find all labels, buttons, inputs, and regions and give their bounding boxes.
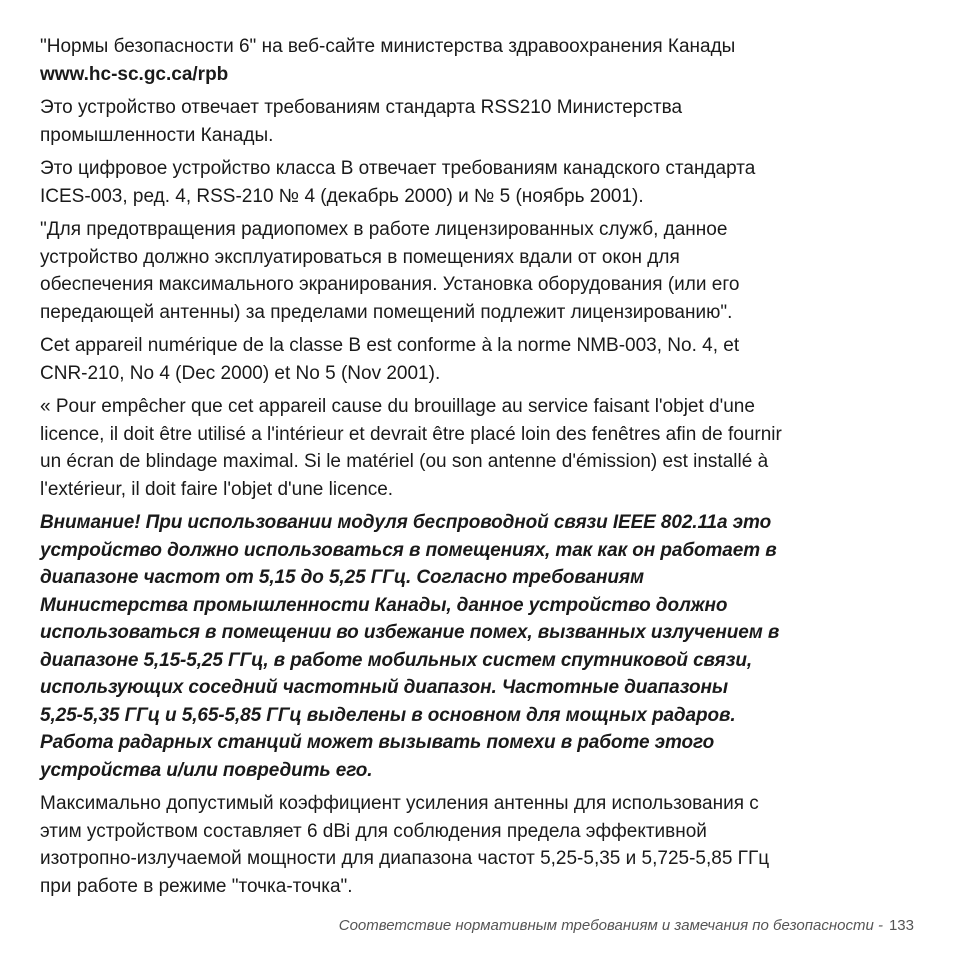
paragraph-ices003 — [40, 155, 920, 210]
text-line: обеспечения максимального экранирования. Установка оборудования (или его — [40, 274, 740, 295]
text-line: Это устройство отвечает требованиям стандарта RSS210 Министерства — [40, 97, 683, 118]
text-line: "Нормы безопасности 6" на веб-сайте министерства здравоохранения Канады — [40, 36, 736, 57]
paragraph-radio-interference-fr — [40, 393, 920, 503]
text-line: un écran de blindage maximal. Si le matériel (ou son antenne d'émission) est installé à — [40, 451, 769, 472]
paragraph-nmb003-fr — [40, 332, 920, 387]
text-line: "Для предотвращения радиопомех в работе лицензированных служб, данное — [40, 219, 728, 240]
paragraph-antenna-gain — [40, 790, 920, 900]
text-line: Это цифровое устройство класса B отвечает требованиям канадского стандарта — [40, 158, 756, 179]
page-number: 133 — [888, 917, 914, 934]
text-line: « Pour empêcher que cet appareil cause du brouillage au service faisant l'objet d'une — [40, 396, 755, 417]
warning-line: Министерства промышленности Канады, данное устройство должно — [40, 594, 728, 616]
paragraph-rss210 — [40, 94, 920, 149]
text-line: промышленности Канады. — [40, 124, 274, 146]
text-line: при работе в режиме "точка-точка". — [40, 875, 353, 897]
text-line: l'extérieur, il doit faire l'objet d'une licence. — [40, 478, 394, 500]
footer-section-title: Соответствие нормативным требованиям и замечания по безопасности - — [338, 917, 883, 934]
text-line: устройство должно эксплуатироваться в помещениях вдали от окон для — [40, 246, 680, 268]
warning-line: Работа радарных станций может вызывать помехи в работе этого — [40, 732, 715, 753]
warning-line: устройство должно использоваться в помещениях, так как он работает в — [40, 539, 777, 561]
text-line: изотропно-излучаемой мощности для диапазона частот 5,25-5,35 и 5,725-5,85 ГГц — [40, 848, 770, 869]
health-canada-url: www.hc-sc.gc.ca/rpb — [40, 63, 229, 85]
paragraph-health-canada — [40, 33, 920, 88]
text-line: Cet appareil numérique de la classe B est conforme à la norme NMB-003, No. 4, et — [40, 335, 740, 356]
paragraph-radio-interference-ru — [40, 216, 920, 326]
text-line: передающей антенны) за пределами помещений подлежит лицензированию". — [40, 301, 733, 323]
warning-line: диапазоне частот от 5,15 до 5,25 ГГц. Согласно требованиям — [40, 567, 644, 588]
warning-line: использующих соседний частотный диапазон. Частотные диапазоны — [40, 677, 729, 698]
warning-line: устройства и/или повредить его. — [40, 759, 373, 781]
page-footer — [339, 917, 914, 934]
warning-line: 5,25-5,35 ГГц и 5,65-5,85 ГГц выделены в основном для мощных радаров. — [40, 704, 736, 726]
document-body — [40, 33, 920, 906]
text-line: licence, il doit être utilisé a l'intérieur et devrait être placé loin des fenêtres afin de fournir — [40, 423, 782, 445]
text-line: CNR-210, No 4 (Dec 2000) et No 5 (Nov 2001). — [40, 362, 441, 384]
text-line: этим устройством составляет 6 dBi для соблюдения предела эффективной — [40, 820, 707, 842]
warning-ieee-80211a — [40, 509, 920, 784]
text-line: Максимально допустимый коэффициент усиления антенны для использования с — [40, 793, 759, 814]
text-line: ICES-003, ред. 4, RSS-210 № 4 (декабрь 2000) и № 5 (ноябрь 2001). — [40, 185, 644, 207]
warning-line: использоваться в помещении во избежание помех, вызванных излучением в — [40, 622, 780, 643]
warning-line: Внимание! При использовании модуля беспроводной связи IEEE 802.11a это — [40, 512, 772, 533]
warning-line: диапазоне 5,15-5,25 ГГц, в работе мобильных систем спутниковой связи, — [40, 649, 753, 671]
